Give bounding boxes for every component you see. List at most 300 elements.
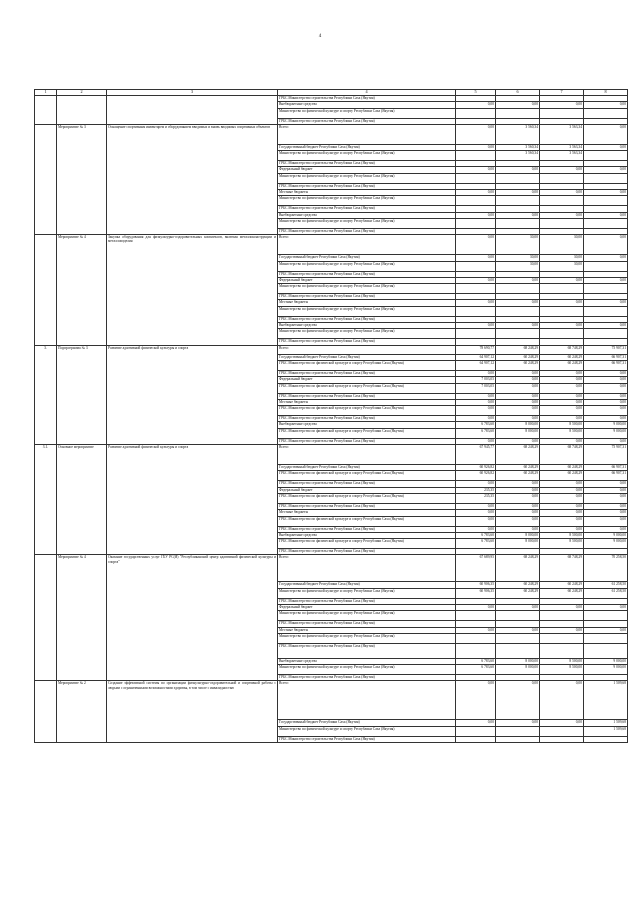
value-cell xyxy=(584,173,628,183)
value-cell xyxy=(456,329,496,339)
value-cell xyxy=(584,284,628,294)
item-description-cell xyxy=(107,96,278,125)
value-cell: 64 907,12 xyxy=(456,354,496,360)
value-cell: 60 248,29 xyxy=(496,588,540,598)
value-cell xyxy=(496,196,540,206)
value-cell: 235,35 xyxy=(456,487,496,493)
value-cell: 0,00 xyxy=(456,277,496,283)
value-cell: 0,00 xyxy=(584,377,628,383)
value-cell: 60 248,29 xyxy=(540,465,584,471)
value-cell: 0,00 xyxy=(540,393,584,399)
source-cell: ГРБС Министерство по физической культуре и спорту Республики Саха (Якутия) xyxy=(278,360,456,370)
table-row xyxy=(35,124,628,144)
value-cell: 0,00 xyxy=(496,516,540,526)
value-cell: 0,00 xyxy=(456,144,496,150)
value-cell xyxy=(456,108,496,118)
item-type-cell: Основное мероприятие xyxy=(57,445,107,555)
column-header: 1 xyxy=(35,90,57,96)
value-cell xyxy=(540,329,584,339)
value-cell: 70 258,50 xyxy=(584,555,628,582)
value-cell: 0,00 xyxy=(584,627,628,633)
value-cell: 0,00 xyxy=(584,604,628,610)
value-cell xyxy=(540,173,584,183)
value-cell: 0,00 xyxy=(584,212,628,218)
value-cell xyxy=(496,611,540,621)
value-cell: 67 945,77 xyxy=(456,445,496,465)
column-header: 3 xyxy=(107,90,278,96)
value-cell: 1 509,68 xyxy=(584,720,628,726)
value-cell: 0,00 xyxy=(584,124,628,144)
item-number-cell: 3.1. xyxy=(35,445,57,555)
value-cell xyxy=(540,196,584,206)
source-cell: Министерство по физической культуре и спорту Республики Саха (Якутия) xyxy=(278,611,456,621)
source-cell: ГРБС Министерство по физической культуре и спорту Республики Саха (Якутия) xyxy=(278,406,456,416)
value-cell: 0,00 xyxy=(456,526,496,532)
source-cell: Министерство по физической культуре и спорту Республики Саха (Якутия) xyxy=(278,261,456,271)
value-cell: 0,00 xyxy=(496,416,540,422)
value-cell: 8 500,00 xyxy=(540,428,584,438)
value-cell: 0,00 xyxy=(456,393,496,399)
value-cell: 0,00 xyxy=(456,416,496,422)
value-cell: 0,00 xyxy=(456,102,496,108)
value-cell: 0,00 xyxy=(584,406,628,416)
value-cell: 6 783,60 xyxy=(456,658,496,664)
source-cell: ГРБС Министерство строительства Республики Саха (Якутия) xyxy=(278,228,456,234)
value-cell: 3 560,34 xyxy=(496,124,540,144)
source-cell: Государственный бюджет Республики Саха (Якутия) xyxy=(278,354,456,360)
value-cell xyxy=(540,218,584,228)
value-cell xyxy=(584,218,628,228)
source-cell: Министерство по физической культуре и спорту Республики Саха (Якутия) xyxy=(278,306,456,316)
source-cell: Министерство по физической культуре и спорту Республики Саха (Якутия) xyxy=(278,588,456,598)
value-cell: 0,00 xyxy=(456,627,496,633)
value-cell xyxy=(540,726,584,736)
value-cell: 68 248,29 xyxy=(496,345,540,354)
source-cell: ГРБС Министерство строительства Республики Саха (Якутия) xyxy=(278,598,456,604)
value-cell: 61 258,50 xyxy=(584,588,628,598)
value-cell: 235,35 xyxy=(456,493,496,503)
value-cell: 68 248,29 xyxy=(496,445,540,465)
value-cell: 30,00 xyxy=(496,255,540,261)
value-cell: 0,00 xyxy=(540,277,584,283)
source-cell: Внебюджетные средства xyxy=(278,102,456,108)
value-cell: 8 500,00 xyxy=(540,422,584,428)
value-cell: 0,00 xyxy=(496,370,540,376)
source-cell: ГРБС Министерство строительства Республики Саха (Якутия) xyxy=(278,271,456,277)
source-cell: ГРБС Министерство строительства Республики Саха (Якутия) xyxy=(278,643,456,658)
value-cell xyxy=(540,643,584,658)
value-cell xyxy=(456,726,496,736)
value-cell xyxy=(496,284,540,294)
value-cell: 0,00 xyxy=(540,102,584,108)
value-cell xyxy=(456,643,496,658)
table-row xyxy=(35,681,628,720)
item-type-cell: Мероприятие № 3 xyxy=(57,124,107,234)
value-cell: 0,00 xyxy=(540,627,584,633)
source-cell: ГРБС Министерство строительства Республики Саха (Якутия) xyxy=(278,370,456,376)
value-cell xyxy=(540,306,584,316)
value-cell: 0,00 xyxy=(456,406,496,416)
value-cell: 0,00 xyxy=(496,493,540,503)
table-row xyxy=(35,235,628,255)
source-cell: Всего: xyxy=(278,445,456,465)
value-cell xyxy=(456,196,496,206)
source-cell: ГРБС Министерство по физической культуре и спорту Республики Саха (Якутия) xyxy=(278,428,456,438)
source-cell: Всего: xyxy=(278,124,456,144)
value-cell: 0,00 xyxy=(496,190,540,196)
value-cell xyxy=(584,151,628,161)
value-cell: 0,00 xyxy=(496,481,540,487)
value-cell xyxy=(584,261,628,271)
value-cell: 0,00 xyxy=(540,212,584,218)
value-cell: 0,00 xyxy=(496,510,540,516)
value-cell: 61 258,50 xyxy=(584,582,628,588)
value-cell: 7 003,05 xyxy=(456,383,496,393)
value-cell: 0,00 xyxy=(456,516,496,526)
item-type-cell: Мероприятие № 4 xyxy=(57,235,107,345)
value-cell: 8 500,00 xyxy=(540,532,584,538)
value-cell xyxy=(540,108,584,118)
source-cell: ГРБС Министерство строительства Республики Саха (Якутия) xyxy=(278,503,456,509)
source-cell: Министерство по физической культуре и спорту Республики Саха (Якутия) xyxy=(278,218,456,228)
value-cell: 0,00 xyxy=(584,370,628,376)
value-cell: 0,00 xyxy=(496,627,540,633)
value-cell: 0,00 xyxy=(456,235,496,255)
value-cell: 68 748,29 xyxy=(540,445,584,465)
value-cell: 0,00 xyxy=(540,377,584,383)
value-cell xyxy=(496,643,540,658)
item-description-cell: Закупка оборудования для физкультурно-оздоровительных комплексов, включая металлоконструкции и металлоизделия xyxy=(107,235,278,345)
value-cell: 0,00 xyxy=(584,493,628,503)
value-cell: 0,00 xyxy=(456,255,496,261)
value-cell xyxy=(456,261,496,271)
value-cell: 1 509,68 xyxy=(584,726,628,736)
value-cell: 60 248,29 xyxy=(496,582,540,588)
source-cell: Местные бюджеты xyxy=(278,510,456,516)
value-cell: 0,00 xyxy=(496,406,540,416)
value-cell: 0,00 xyxy=(456,300,496,306)
source-cell: Государственный бюджет Республики Саха (Якутия) xyxy=(278,720,456,726)
value-cell: 0,00 xyxy=(456,167,496,173)
item-type-cell: Мероприятие № 4 xyxy=(57,555,107,681)
value-cell: 60 248,29 xyxy=(540,471,584,481)
value-cell xyxy=(540,736,584,742)
source-cell: Министерство по физической культуре и спорту Республики Саха (Якутия) xyxy=(278,726,456,736)
value-cell: 9 000,00 xyxy=(584,532,628,538)
value-cell: 64 907,12 xyxy=(456,360,496,370)
source-cell: Внебюджетные средства xyxy=(278,212,456,218)
source-cell: ГРБС Министерство по физической культуре и спорту Республики Саха (Якутия) xyxy=(278,471,456,481)
source-cell: Министерство по физической культуре и спорту Республики Саха (Якутия) xyxy=(278,108,456,118)
value-cell: 9 000,00 xyxy=(584,539,628,549)
value-cell: 0,00 xyxy=(584,516,628,526)
item-description-cell: Оснащение спортивным инвентарем и оборудованием вводимых и вновь вводимых спортивных объектов xyxy=(107,124,278,234)
source-cell: ГРБС Министерство строительства Республики Саха (Якутия) xyxy=(278,183,456,189)
value-cell: 7 003,05 xyxy=(456,377,496,383)
value-cell: 0,00 xyxy=(540,487,584,493)
item-description-cell: Развитие адаптивной физической культуры и спорта xyxy=(107,445,278,555)
value-cell: 0,00 xyxy=(584,167,628,173)
value-cell: 0,00 xyxy=(496,300,540,306)
value-cell: 0,00 xyxy=(584,481,628,487)
value-cell: 0,00 xyxy=(584,526,628,532)
value-cell: 0,00 xyxy=(456,510,496,516)
value-cell: 0,00 xyxy=(456,124,496,144)
source-cell: ГРБС Министерство строительства Республики Саха (Якутия) xyxy=(278,416,456,422)
value-cell: 0,00 xyxy=(456,212,496,218)
source-cell: Внебюджетные средства xyxy=(278,422,456,428)
value-cell: 0,00 xyxy=(540,604,584,610)
source-cell: ГРБС Министерство строительства Республики Саха (Якутия) xyxy=(278,316,456,322)
source-cell: Местные бюджеты xyxy=(278,190,456,196)
value-cell: 8 000,00 xyxy=(496,422,540,428)
source-cell: Федеральный бюджет xyxy=(278,167,456,173)
value-cell: 0,00 xyxy=(584,399,628,405)
value-cell: 67 689,95 xyxy=(456,555,496,582)
value-cell: 0,00 xyxy=(584,323,628,329)
value-cell: 68 748,29 xyxy=(540,345,584,354)
source-cell: Федеральный бюджет xyxy=(278,277,456,283)
value-cell: 0,00 xyxy=(456,481,496,487)
source-cell: Министерство по физической культуре и спорту Республики Саха (Якутия) xyxy=(278,329,456,339)
value-cell: 0,00 xyxy=(540,438,584,444)
page-number: 4 xyxy=(318,34,322,39)
value-cell xyxy=(496,726,540,736)
column-header: 5 xyxy=(456,90,496,96)
value-cell: 0,00 xyxy=(456,720,496,726)
value-cell: 0,00 xyxy=(540,481,584,487)
value-cell: 0,00 xyxy=(584,487,628,493)
source-cell: Государственный бюджет Республики Саха (Якутия) xyxy=(278,465,456,471)
item-type-cell: Мероприятие № 2 xyxy=(57,681,107,743)
value-cell: 68 248,29 xyxy=(496,555,540,582)
value-cell: 9 000,00 xyxy=(584,665,628,675)
value-cell: 0,00 xyxy=(496,167,540,173)
value-cell: 0,00 xyxy=(456,438,496,444)
value-cell: 0,00 xyxy=(540,323,584,329)
value-cell: 68 748,29 xyxy=(540,555,584,582)
source-cell: Федеральный бюджет xyxy=(278,377,456,383)
value-cell xyxy=(584,736,628,742)
value-cell: 75 907,31 xyxy=(584,345,628,354)
value-cell: 0,00 xyxy=(496,377,540,383)
value-cell: 0,00 xyxy=(584,510,628,516)
value-cell: 0,00 xyxy=(540,526,584,532)
source-cell: ГРБС Министерство строительства Республики Саха (Якутия) xyxy=(278,549,456,555)
value-cell: 0,00 xyxy=(496,277,540,283)
value-cell: 0,00 xyxy=(540,493,584,503)
value-cell: 0,00 xyxy=(584,416,628,422)
value-cell: 0,00 xyxy=(584,235,628,255)
value-cell: 0,00 xyxy=(584,300,628,306)
value-cell: 0,00 xyxy=(496,383,540,393)
value-cell xyxy=(496,633,540,643)
value-cell: 8 500,00 xyxy=(540,539,584,549)
table-row xyxy=(35,555,628,582)
value-cell: 0,00 xyxy=(456,503,496,509)
value-cell: 3 560,34 xyxy=(496,151,540,161)
source-cell: Всего: xyxy=(278,345,456,354)
source-cell: ГРБС Министерство строительства Республики Саха (Якутия) xyxy=(278,393,456,399)
value-cell: 8 000,00 xyxy=(496,428,540,438)
value-cell: 0,00 xyxy=(540,190,584,196)
value-cell: 75 907,31 xyxy=(584,445,628,465)
value-cell: 66 907,31 xyxy=(584,465,628,471)
source-cell: ГРБС Министерство строительства Республики Саха (Якутия) xyxy=(278,206,456,212)
source-cell: Федеральный бюджет xyxy=(278,604,456,610)
value-cell: 9 000,00 xyxy=(584,428,628,438)
item-number-cell xyxy=(35,124,57,234)
value-cell xyxy=(456,151,496,161)
source-cell: Государственный бюджет Республики Саха (Якутия) xyxy=(278,144,456,150)
table-row xyxy=(35,445,628,465)
value-cell: 66 907,31 xyxy=(584,354,628,360)
value-cell: 0,00 xyxy=(540,516,584,526)
column-header: 4 xyxy=(278,90,456,96)
value-cell: 0,00 xyxy=(584,383,628,393)
value-cell xyxy=(496,173,540,183)
item-number-cell: 3. xyxy=(35,345,57,444)
value-cell: 0,00 xyxy=(584,503,628,509)
source-cell: Министерство по физической культуре и спорту Республики Саха (Якутия) xyxy=(278,665,456,675)
value-cell: 0,00 xyxy=(584,144,628,150)
value-cell: 66 907,31 xyxy=(584,471,628,481)
value-cell: 8 000,00 xyxy=(496,539,540,549)
value-cell: 30,00 xyxy=(496,235,540,255)
source-cell: Всего: xyxy=(278,235,456,255)
source-cell: Внебюджетные средства xyxy=(278,323,456,329)
source-cell: Министерство по физической культуре и спорту Республики Саха (Якутия) xyxy=(278,196,456,206)
source-cell: Министерство по физической культуре и спорту Республики Саха (Якутия) xyxy=(278,173,456,183)
value-cell xyxy=(540,611,584,621)
item-type-cell: Подпрограмма № 3 xyxy=(57,345,107,444)
value-cell: 6 783,60 xyxy=(456,428,496,438)
source-cell: ГРБС Министерство строительства Республики Саха (Якутия) xyxy=(278,481,456,487)
value-cell xyxy=(496,306,540,316)
item-number-cell xyxy=(35,235,57,345)
value-cell xyxy=(456,306,496,316)
budget-table xyxy=(34,89,628,743)
value-cell: 0,00 xyxy=(456,370,496,376)
value-cell xyxy=(456,736,496,742)
value-cell: 0,00 xyxy=(540,406,584,416)
value-cell: 60 248,29 xyxy=(496,360,540,370)
value-cell: 30,00 xyxy=(496,261,540,271)
value-cell: 8 000,00 xyxy=(496,658,540,664)
table-row xyxy=(35,345,628,354)
value-cell: 6 783,60 xyxy=(456,665,496,675)
source-cell: ГРБС Министерство по физической культуре и спорту Республики Саха (Якутия) xyxy=(278,539,456,549)
value-cell: 6 783,60 xyxy=(456,422,496,428)
value-cell xyxy=(584,108,628,118)
value-cell: 78 690,77 xyxy=(456,345,496,354)
value-cell xyxy=(584,329,628,339)
value-cell: 60 906,35 xyxy=(456,588,496,598)
value-cell: 8 000,00 xyxy=(496,665,540,675)
source-cell: ГРБС Министерство по физической культуре и спорту Республики Саха (Якутия) xyxy=(278,383,456,393)
value-cell xyxy=(584,196,628,206)
source-cell: Местные бюджеты xyxy=(278,300,456,306)
value-cell xyxy=(496,218,540,228)
column-header: 6 xyxy=(496,90,540,96)
value-cell: 0,00 xyxy=(496,487,540,493)
value-cell xyxy=(540,633,584,643)
value-cell: 60 248,29 xyxy=(540,354,584,360)
value-cell: 0,00 xyxy=(496,102,540,108)
value-cell: 3 563,34 xyxy=(540,151,584,161)
item-number-cell xyxy=(35,555,57,681)
value-cell: 0,00 xyxy=(456,604,496,610)
column-header: 7 xyxy=(540,90,584,96)
value-cell xyxy=(496,108,540,118)
value-cell: 0,00 xyxy=(584,190,628,196)
source-cell: Внебюджетные средства xyxy=(278,532,456,538)
column-header: 2 xyxy=(57,90,107,96)
value-cell: 0,00 xyxy=(496,212,540,218)
source-cell: Министерство по физической культуре и спорту Республики Саха (Якутия) xyxy=(278,284,456,294)
value-cell: 30,00 xyxy=(540,235,584,255)
value-cell: 0,00 xyxy=(540,720,584,726)
source-cell: ГРБС Министерство строительства Республики Саха (Якутия) xyxy=(278,118,456,124)
value-cell: 0,00 xyxy=(496,503,540,509)
source-cell: ГРБС Министерство строительства Республики Саха (Якутия) xyxy=(278,438,456,444)
value-cell: 60 248,29 xyxy=(496,471,540,481)
value-cell: 0,00 xyxy=(540,510,584,516)
value-cell: 1 509,68 xyxy=(584,681,628,720)
value-cell: 60 248,29 xyxy=(496,354,540,360)
value-cell: 0,00 xyxy=(540,399,584,405)
value-cell: 6 783,60 xyxy=(456,539,496,549)
column-header: 8 xyxy=(584,90,628,96)
value-cell: 0,00 xyxy=(496,438,540,444)
value-cell: 0,00 xyxy=(456,681,496,720)
value-cell xyxy=(456,218,496,228)
source-cell: ГРБС Министерство по физической культуре и спорту Республики Саха (Якутия) xyxy=(278,516,456,526)
value-cell: 0,00 xyxy=(496,720,540,726)
source-cell: ГРБС Министерство по физической культуре и спорту Республики Саха (Якутия) xyxy=(278,493,456,503)
value-cell: 0,00 xyxy=(584,277,628,283)
value-cell: 0,00 xyxy=(540,370,584,376)
value-cell: 0,00 xyxy=(496,604,540,610)
value-cell xyxy=(584,611,628,621)
value-cell: 0,00 xyxy=(496,323,540,329)
source-cell: Местные бюджеты xyxy=(278,399,456,405)
source-cell: Внебюджетные средства xyxy=(278,658,456,664)
value-cell: 3 563,34 xyxy=(540,144,584,150)
item-type-cell xyxy=(57,96,107,125)
value-cell: 60 248,29 xyxy=(540,582,584,588)
value-cell: 0,00 xyxy=(540,416,584,422)
value-cell: 0,00 xyxy=(584,102,628,108)
value-cell: 30,00 xyxy=(540,261,584,271)
value-cell: 8 500,00 xyxy=(540,665,584,675)
value-cell: 30,00 xyxy=(540,255,584,261)
value-cell: 9 000,00 xyxy=(584,658,628,664)
source-cell: ГРБС Министерство строительства Республики Саха (Якутия) xyxy=(278,621,456,627)
value-cell: 0,00 xyxy=(584,393,628,399)
value-cell: 60 926,82 xyxy=(456,465,496,471)
value-cell: 6 783,60 xyxy=(456,532,496,538)
value-cell: 9 000,00 xyxy=(584,422,628,428)
source-cell: ГРБС Министерство строительства Республики Саха (Якутия) xyxy=(278,294,456,300)
value-cell xyxy=(456,284,496,294)
value-cell: 60 926,82 xyxy=(456,471,496,481)
value-cell: 0,00 xyxy=(456,399,496,405)
source-cell: ГРБС Министерство строительства Республики Саха (Якутия) xyxy=(278,526,456,532)
value-cell: 0,00 xyxy=(496,681,540,720)
source-cell: ГРБС Министерство строительства Республики Саха (Якутия) xyxy=(278,161,456,167)
value-cell: 0,00 xyxy=(456,190,496,196)
